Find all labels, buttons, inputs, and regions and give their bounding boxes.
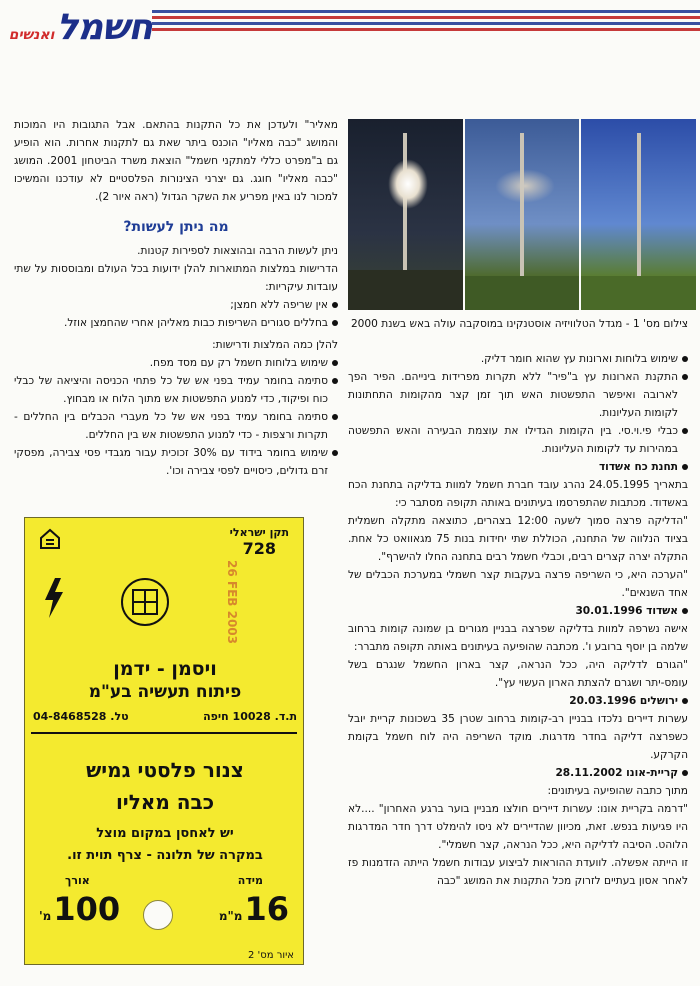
bullet-icon	[682, 770, 688, 776]
paragraph: עשרות דיירים נלכדו בבניין רב-קומות ברחוב שטרן 35 בשכונות קריית יובל כשפרצה דליקה בחדר מדרגות. מוקד השריפה היה לוח חשמל בקומת הקרקע.	[348, 713, 688, 761]
size-value-group	[219, 890, 289, 928]
bullet-item	[348, 350, 688, 368]
bullet-text: התקנת הארונות עץ ב"פיר" ללא תקרות מפרידות בינייהם. הפיר הפך לארובה ואיפשר התפשטות האש תוך זמן קצר מהקומות התחתונות לקומות העליונות.	[348, 371, 678, 419]
smoke-shape	[495, 169, 555, 203]
magazine-logo	[0, 4, 152, 50]
product-claim: כבה מאליו	[115, 790, 215, 814]
company-logo-icon	[119, 576, 171, 628]
bullet-text: שימוש בחומר בידוד עם 30% זכוכית עבור מגבדי פסי צבירה, מפסקי זרם גדולים, כיסויים לפסי צבירה וכו'.	[14, 447, 328, 477]
bullet-icon	[332, 302, 338, 308]
product-name: צנור פלסטי גמיש	[86, 758, 244, 782]
maker-name: ויסמן - ידמן	[113, 658, 217, 680]
bullet-text: כבלי פי.וי.סי. בין הקומות הגדילו את עוצמת הבעירה והאש התפשטה במהירות עד לקומות העליונות.	[348, 425, 678, 455]
standard-label: תקן ישראלי	[229, 526, 289, 539]
bullet-item	[14, 354, 338, 372]
bullet-item	[14, 372, 338, 408]
bullet-item	[348, 422, 688, 458]
paragraph: אישה נשרפה למוות בדליקה שפרצה בבניין מגורים בן שמונה קומות ברחוב שלמה בן יוסף ברובע ו'. מכתבה שהופיעה בעיתונים באותה תקופה מתברר:	[348, 623, 688, 653]
bullet-icon	[332, 450, 338, 456]
bullet-icon	[682, 464, 688, 470]
quote: "הדליקה פרצה סמוך לשעה 12:00 בצהרים, כתוצאה מתקלה חשמלית בציוד הנלווה של התחנה, הכוללת שתי יחידות בנות 75 מגאוואט כל אחת. התקלה יצרה קצרים רבים, וכבלי חשמל רבים בתחנה החלו להישרף".	[348, 515, 688, 563]
phone-text: טל. 04-8468528	[33, 710, 129, 723]
length-value: 100	[53, 890, 121, 928]
trees-shape	[465, 276, 580, 310]
bullet-text: אין שריפה ללא חמצן;	[230, 299, 328, 311]
bullet-icon	[682, 698, 688, 704]
tower-fire-photo	[348, 119, 463, 310]
paragraph: להלן כמה המלצות ודרישות:	[212, 339, 338, 351]
case-place: ירושלים 20.03.1996	[569, 695, 678, 707]
case-heading	[348, 764, 688, 782]
pobox-text: ת.ד. 10028 חיפה	[203, 710, 297, 723]
standard-number: 728	[242, 539, 277, 558]
paragraph: ניתן לעשות הרבה ובהוצאות לספירות קטנות.	[137, 245, 338, 257]
quote: "דרמה בקריית אונו: עשרות דיירים חולצו מבניין בוער ברגע האחרון" ....לא היו פגיעות בנפש. זאת, מכיוון שהדיירים לא ניסו להימלט דרך חדר המדרגות הלוהט. הסיבה לדליקה היא, ככל הנראה, קצר חשמלי".	[348, 803, 688, 851]
case-heading	[348, 692, 688, 710]
paragraph: הדרישות במלצות המתוארות להלן ידועות בכל העולם ומבוססות על שתי עובדות עיקריות:	[14, 263, 338, 293]
bullet-icon	[332, 360, 338, 366]
case-place: תחנת כח אשדוד	[598, 461, 678, 473]
storage-warning: יש לאחסן במקום מוצל	[96, 826, 234, 841]
figure-caption: איור מס' 2	[247, 950, 294, 961]
date-stamp: 26 FEB 2003	[225, 560, 239, 644]
bullet-text: סתימה בחומר עמיד בפני אש של כל מעברי הכבלים בין החללים - תקרות ורצפות - כדי למנוע התפשטות אש בין החללים.	[14, 411, 328, 441]
size-value: 16	[244, 890, 289, 928]
tower-smoke-photo	[465, 119, 580, 310]
tower-clear-photo	[581, 119, 696, 310]
size-label: מידה	[237, 874, 263, 887]
trees-shape	[581, 276, 696, 310]
length-unit: מ'	[39, 909, 52, 923]
divider	[31, 732, 297, 734]
right-column	[348, 350, 688, 890]
lightning-icon	[41, 578, 67, 618]
bullet-item	[14, 444, 338, 480]
trees-shape	[348, 270, 463, 310]
maker-subtitle: פיתוח תעשיה בע"מ	[88, 682, 242, 702]
bullet-item	[348, 368, 688, 422]
bullet-icon	[682, 356, 688, 362]
size-unit: מ"מ	[218, 909, 243, 923]
bullet-item	[14, 296, 338, 314]
quote: "הערכה היא, כי השריפה פרצה בעקבות קצר חשמלי במערכת הכבלים של אחד השנאים".	[348, 569, 688, 599]
maker-contact	[33, 710, 297, 723]
paragraph: זו הייתה אפשלה. לוועדת ההוראות לביצוע עבודות חשמל הייתה הזדמנות פז לאחר אסון בעתיים לזרוק מכל התקנות את המושג "כבה	[348, 857, 688, 887]
length-label: אורך	[65, 874, 90, 887]
complaint-note: במקרה של תלונה - צרף תוית זו.	[67, 848, 263, 863]
case-heading	[348, 458, 688, 476]
photo-caption: צילום מס' 1 - מגדל הטלוויזיה אוסטנקינו במוסקבה עולה באש בשנת 2000	[350, 318, 688, 330]
bullet-item	[14, 408, 338, 444]
bullet-icon	[682, 428, 688, 434]
smoke-shape	[388, 159, 428, 209]
bullet-icon	[332, 414, 338, 420]
section-subheading: מה ניתן לעשות?	[123, 219, 229, 235]
case-heading	[348, 602, 688, 620]
paragraph: בתאריך 24.05.1995 נהרג עובד חברת חשמל למוות בדליקה בתחנת הכח באשדוד. מכתבות שהתפרסמו בעיתונים באותה תקופה מסתבר כי:	[348, 479, 688, 509]
logo-main-text: חשמל	[56, 7, 152, 48]
standard-mark-icon	[39, 528, 61, 550]
bullet-text: בחללים סגורים השריפות כבות מאליהן אחרי שהחמצן אוזל.	[64, 317, 328, 329]
logo-sub-text: ואנשים	[8, 27, 55, 43]
bullet-item	[14, 314, 338, 332]
quote: "הגורם לדליקה היה, ככל הנראה, קצר בארון החשמל שנגרם בשל עומס-יתר ושגרם להצתת הארון העשוי עץ".	[348, 659, 688, 689]
bullet-icon	[332, 378, 338, 384]
standard-block	[230, 526, 289, 558]
bullet-icon	[682, 608, 688, 614]
case-place: אשדוד 30.01.1996	[575, 605, 678, 617]
case-place: קריית-אונו 28.11.2002	[555, 767, 678, 779]
punch-hole	[143, 900, 173, 930]
product-label-ticket	[24, 517, 304, 965]
bullet-text: שימוש בלוחות חשמל רק עם מסד מפח.	[149, 357, 328, 369]
left-intro-paragraph: מאליר" ולעדכן את כל התקנות בהתאם. אבל התגובות היו המוכות והמושג "כבה מאליו" הוכנס ביתר שאת גם לתקנות אחרות. הוא הופיע גם ב"מפרט כללי למתקני חשמל" הוצאת משרד הביטחון 2001. המושג "כבה מאליו" חוגג. גם יצרני הצינורות הפלסטיים לא עודכנו והמשיכו למכור לנו באין מפריע את השקר הגדול (ראה איור 2).	[14, 119, 339, 203]
bullet-icon	[682, 374, 688, 380]
left-column	[14, 116, 338, 480]
length-value-group	[39, 890, 120, 928]
bullet-text: סתימה בחומר עמיד בפני אש של כל פתחי הכניסה והיציאה של כבלי כוח ופיקוד, כדי למנוע התפשטות אש מתוך הלוח או מבחוץ.	[14, 375, 328, 405]
bullet-icon	[332, 320, 338, 326]
tower-photos	[348, 119, 696, 310]
bullet-text: שימוש בלוחות וארונות עץ שהוא חומר דליק.	[480, 353, 678, 365]
paragraph: מתוך כתבה שהופיעה בעיתונים:	[547, 785, 688, 797]
